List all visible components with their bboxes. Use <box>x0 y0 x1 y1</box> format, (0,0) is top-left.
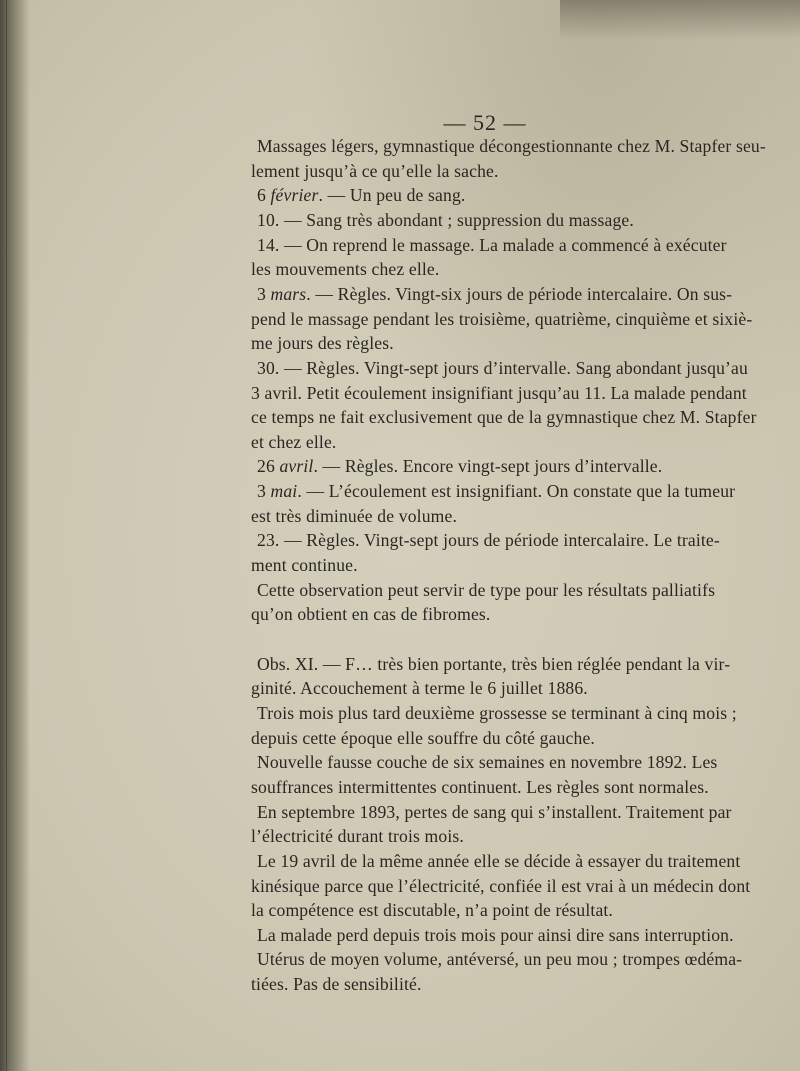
text-line <box>257 183 465 207</box>
text-line <box>257 233 727 257</box>
line-text: tiées. Pas de sensibilité. <box>251 974 422 995</box>
line-text: la compétence est discutable, n’a point de résultat. <box>251 900 613 921</box>
line-text: lement jusqu’à ce qu’elle la sache. <box>251 160 499 181</box>
text-line <box>251 405 757 429</box>
text-line <box>251 775 709 799</box>
text-line <box>257 356 748 380</box>
top-edge-shadow <box>560 0 800 40</box>
text-line <box>251 824 464 848</box>
text-line <box>251 307 753 331</box>
line-prefix: 6 <box>257 185 271 206</box>
line-text: Massages légers, gymnastique décongestionnante chez M. Stapfer seu- <box>257 136 766 156</box>
line-text: depuis cette époque elle souffre du côté gauche. <box>251 727 595 748</box>
line-text: et chez elle. <box>251 431 337 452</box>
line-text: les mouvements chez elle. <box>251 259 440 280</box>
line-text: ce temps ne fait exclusivement que de la gymnastique chez M. Stapfer <box>251 407 757 428</box>
line-text: l’électricité durant trois mois. <box>251 826 464 847</box>
text-line <box>251 331 394 355</box>
text-line <box>251 898 613 922</box>
text-line <box>257 947 743 971</box>
line-text: La malade perd depuis trois mois pour ainsi dire sans interruption. <box>257 924 734 945</box>
date-word: avril <box>279 456 314 477</box>
line-text: Cette observation peut servir de type pour les résultats palliatifs <box>257 579 716 600</box>
text-line <box>251 504 457 528</box>
text-line <box>257 208 634 232</box>
line-text: ginité. Accouchement à terme le 6 juillet 1886. <box>251 678 588 699</box>
line-text: En septembre 1893, pertes de sang qui s’installent. Traitement par <box>257 801 732 822</box>
line-text: Nouvelle fausse couche de six semaines en novembre 1892. Les <box>257 752 718 773</box>
line-text: . — L’écoulement est insignifiant. On constate que la tumeur <box>297 481 736 502</box>
text-line <box>251 972 422 996</box>
line-text: ment continue. <box>251 555 358 576</box>
text-line <box>251 159 499 183</box>
line-text: 14. — On reprend le massage. La malade a commencé à exécuter <box>257 234 727 255</box>
text-line <box>251 602 490 626</box>
line-text: . — Un peu de sang. <box>318 185 466 206</box>
text-line <box>251 381 747 405</box>
line-text: Obs. XI. — F… très bien portante, très bien réglée pendant la vir- <box>257 653 731 674</box>
page-number: — 52 — <box>443 110 527 135</box>
line-text: . — Règles. Encore vingt-sept jours d’intervalle. <box>313 456 663 477</box>
text-line <box>257 849 741 873</box>
line-prefix: 26 <box>257 456 280 477</box>
line-text: . — Règles. Vingt-six jours de période intercalaire. On sus- <box>306 283 733 304</box>
line-prefix: 3 <box>257 283 271 304</box>
date-word: mai <box>270 481 298 502</box>
text-line <box>257 750 718 774</box>
line-text: Le 19 avril de la même année elle se décide à essayer du traitement <box>257 850 741 871</box>
line-text: 30. — Règles. Vingt-sept jours d’intervalle. Sang abondant jusqu’au <box>257 357 748 378</box>
text-line <box>251 553 358 577</box>
text-line <box>257 528 720 552</box>
book-spine-shadow <box>0 0 30 1071</box>
text-line <box>257 800 732 824</box>
text-line <box>257 282 733 306</box>
date-word: février <box>270 185 319 206</box>
line-prefix: 3 <box>257 481 271 502</box>
line-text: qu’on obtient en cas de fibromes. <box>251 604 491 625</box>
text-line <box>257 652 731 676</box>
line-text: pend le massage pendant les troisième, quatrième, cinquième et sixiè- <box>251 308 753 329</box>
text-line <box>257 578 716 602</box>
text-line <box>251 726 595 750</box>
line-text: 10. — Sang très abondant ; suppression du massage. <box>257 209 634 230</box>
text-line <box>251 676 588 700</box>
date-word: mars <box>270 283 307 304</box>
text-line <box>257 134 766 158</box>
line-text: kinésique parce que l’électricité, confiée il est vrai à un médecin dont <box>251 875 751 896</box>
line-text: souffrances intermittentes continuent. Les règles sont normales. <box>251 776 709 797</box>
line-text: est très diminuée de volume. <box>251 505 457 526</box>
text-line <box>251 874 751 898</box>
line-text: 3 avril. Petit écoulement insignifiant jusqu’au 11. La malade pendant <box>251 382 747 403</box>
line-text: 23. — Règles. Vingt-sept jours de période intercalaire. Le traite- <box>257 530 720 551</box>
text-line <box>251 430 336 454</box>
text-line <box>257 454 662 478</box>
line-text: Utérus de moyen volume, antéversé, un peu mou ; trompes œdéma- <box>257 949 743 970</box>
line-text: Trois mois plus tard deuxième grossesse se terminant à cinq mois ; <box>257 702 737 723</box>
line-text: me jours des règles. <box>251 333 394 354</box>
text-line <box>251 257 439 281</box>
text-line <box>257 701 737 725</box>
text-line <box>257 923 734 947</box>
text-line <box>257 479 736 503</box>
